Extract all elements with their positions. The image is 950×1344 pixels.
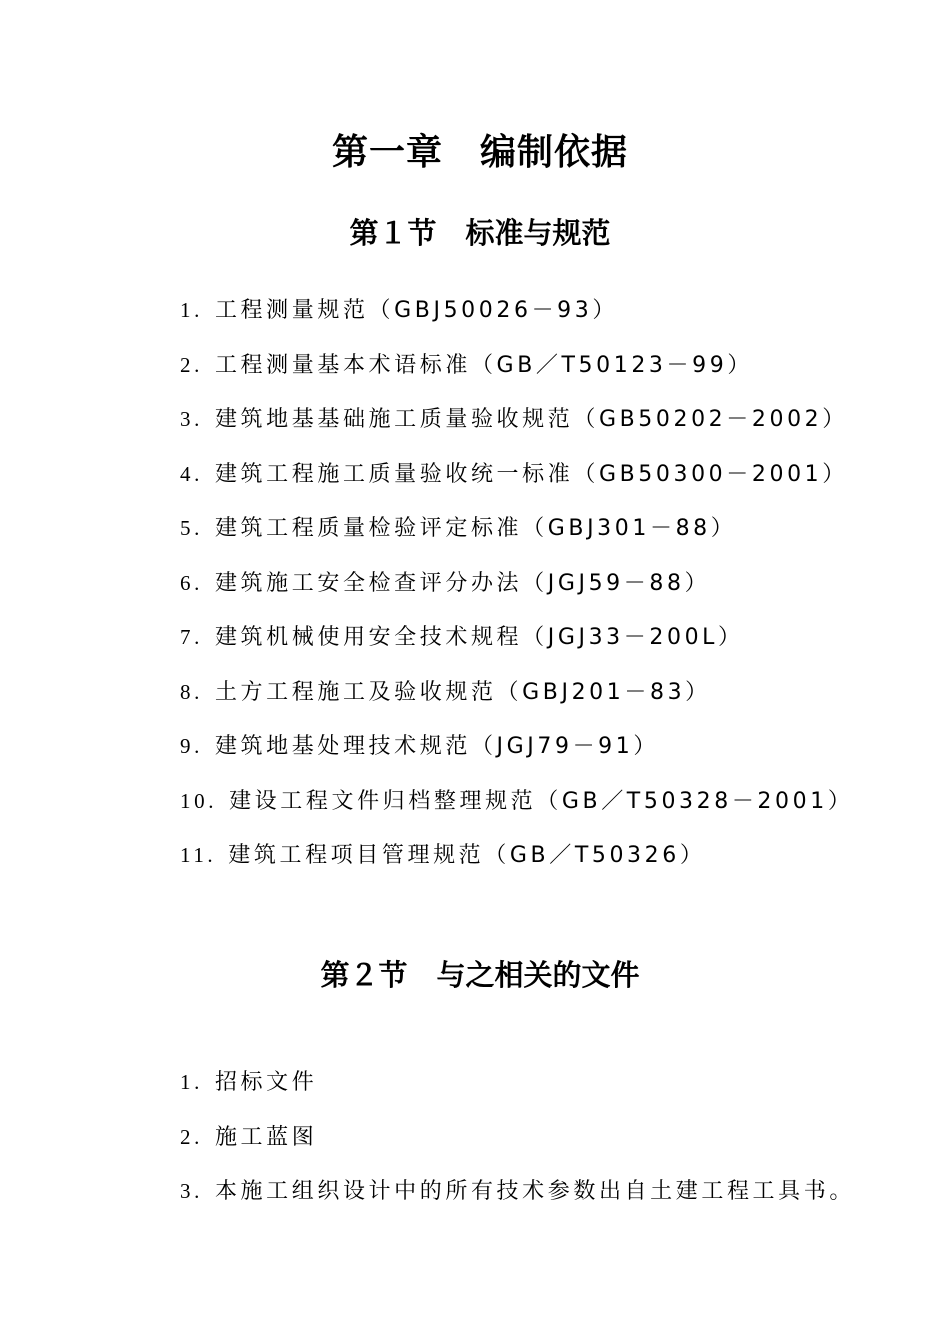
standards-list xyxy=(180,290,853,890)
item-number: 6. xyxy=(180,570,203,595)
list-item xyxy=(180,508,853,563)
item-number: 9. xyxy=(180,734,203,758)
item-text: 建筑施工安全检查评分办法（JGJ59－88） xyxy=(214,570,711,596)
list-item xyxy=(180,1171,855,1226)
item-number: 5. xyxy=(180,516,203,540)
list-item xyxy=(180,726,853,781)
item-text: 建筑工程施工质量验收统一标准（GB50300－2001） xyxy=(214,461,848,487)
chapter-title: 第一章 编制依据 xyxy=(331,132,628,173)
list-item xyxy=(180,672,853,727)
related-documents-list xyxy=(180,1062,855,1226)
list-item xyxy=(180,454,853,509)
list-item xyxy=(180,617,853,672)
item-number: 4. xyxy=(180,461,203,486)
item-text: 建筑机械使用安全技术规程（JGJ33－200L） xyxy=(214,625,744,650)
list-item xyxy=(180,781,853,836)
item-number: 3. xyxy=(180,1179,203,1203)
item-text: 建设工程文件归档整理规范（GB／T50328－2001） xyxy=(229,788,854,814)
item-number: 7. xyxy=(180,625,203,649)
list-item xyxy=(180,1117,855,1172)
item-text: 工程测量规范（GBJ50026－93） xyxy=(214,298,618,323)
list-item xyxy=(180,290,853,345)
item-text: 施工蓝图 xyxy=(214,1124,318,1150)
item-number: 11. xyxy=(180,843,217,867)
item-text: 本施工组织设计中的所有技术参数出自土建工程工具书。 xyxy=(214,1179,855,1204)
item-number: 8. xyxy=(180,679,203,704)
item-number: 2. xyxy=(180,1124,203,1149)
item-number: 1. xyxy=(180,1070,203,1094)
item-text: 建筑工程质量检验评定标准（GBJ301－88） xyxy=(214,516,737,541)
item-text: 土方工程施工及验收规范（GBJ201－83） xyxy=(214,679,711,705)
list-item xyxy=(180,835,853,890)
item-text: 建筑地基处理技术规范（JGJ79－91） xyxy=(214,734,659,759)
item-text: 建筑地基基础施工质量验收规范（GB50202－2002） xyxy=(214,407,848,432)
list-item xyxy=(180,399,853,454)
list-item xyxy=(180,563,853,618)
item-text: 工程测量基本术语标准（GB／T50123－99） xyxy=(214,352,753,378)
section-2-title: 第２节 与之相关的文件 xyxy=(320,958,640,992)
item-text: 招标文件 xyxy=(214,1070,318,1095)
item-number: 1. xyxy=(180,298,203,322)
item-number: 10. xyxy=(180,788,218,813)
section-1-title: 第１节 标准与规范 xyxy=(349,216,611,250)
item-text: 建筑工程项目管理规范（GB／T50326） xyxy=(228,843,706,868)
list-item xyxy=(180,1062,855,1117)
item-number: 2. xyxy=(180,352,203,377)
item-number: 3. xyxy=(180,407,203,431)
list-item xyxy=(180,345,853,400)
